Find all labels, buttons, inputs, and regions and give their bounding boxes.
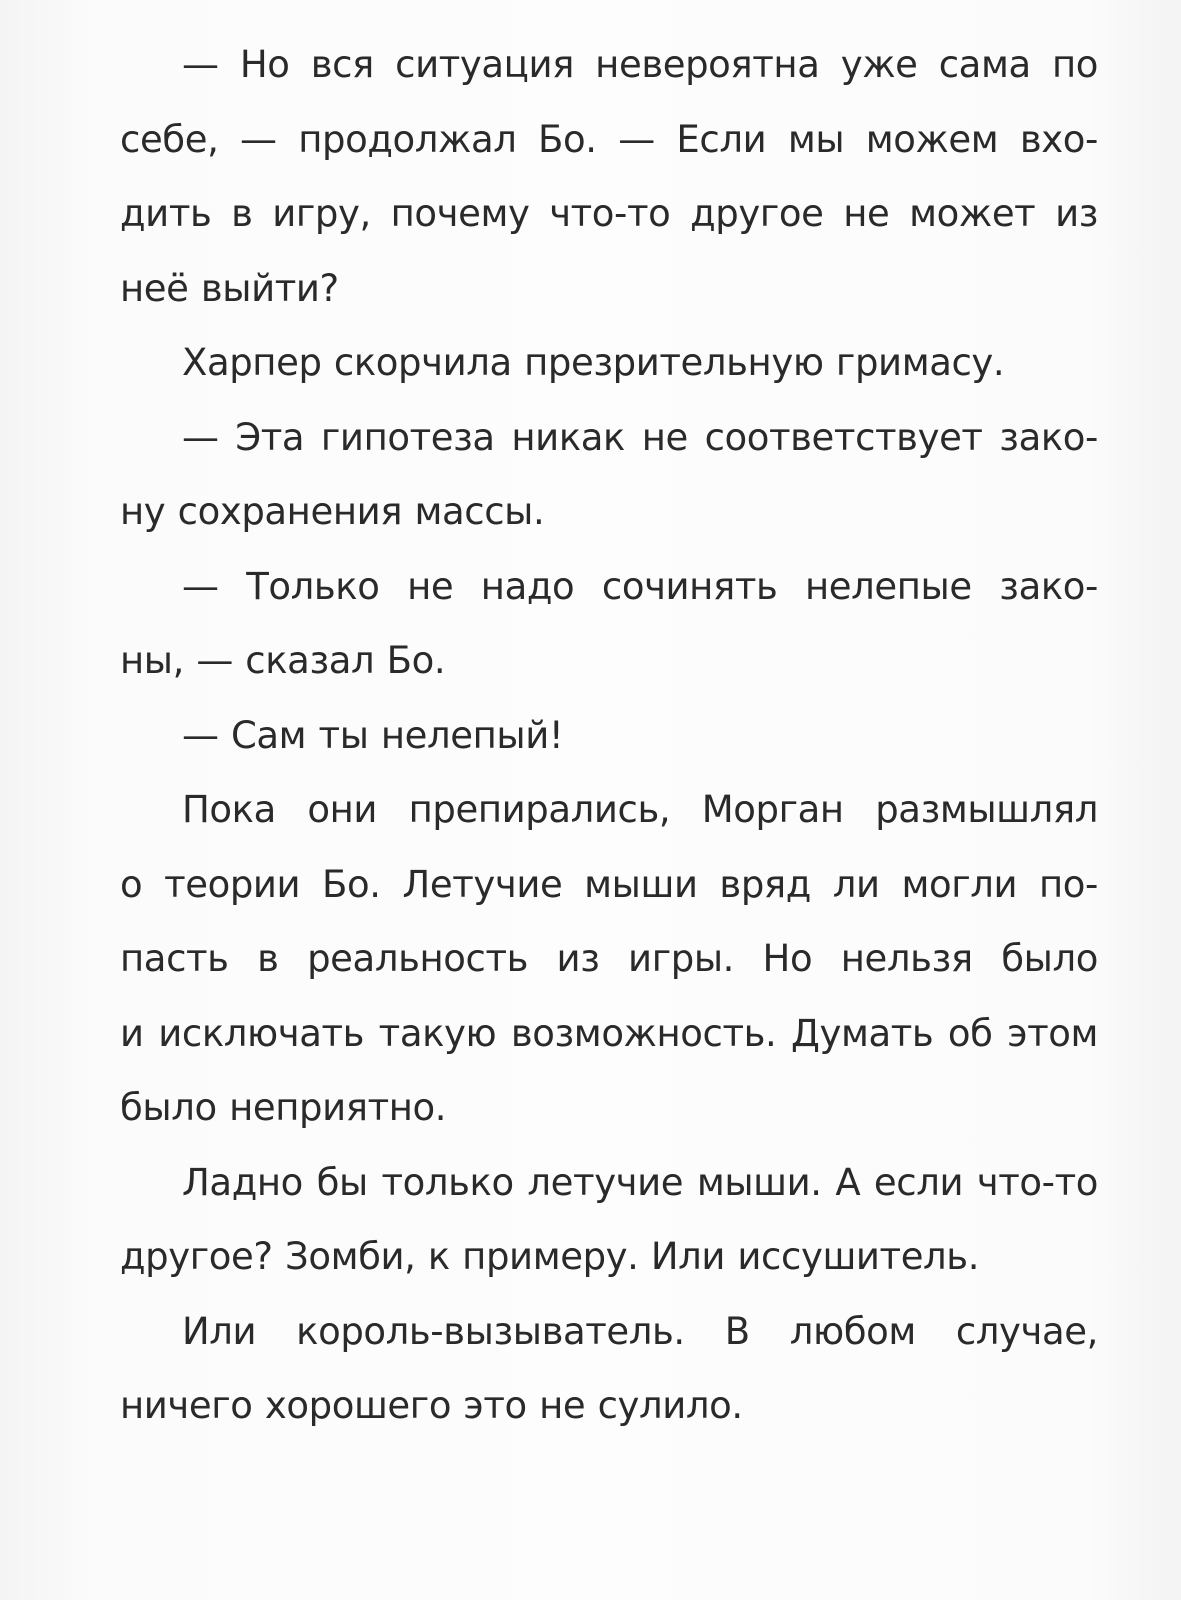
text-line: дить в игру, почему что-то другое не может из xyxy=(120,192,1098,235)
text-line: себе, — продолжал Бо. — Если мы можем вхо- xyxy=(120,117,1098,161)
text-line: ничего хорошего это не сулило. xyxy=(120,1384,743,1427)
text-line: — Эта гипотеза никак не соответствует зако- xyxy=(182,415,1098,459)
text-line: было неприятно. xyxy=(120,1086,447,1129)
text-line: пасть в реальность из игры. Но нельзя было xyxy=(120,937,1098,980)
text-line: ну сохранения массы. xyxy=(120,490,545,533)
text-line: Пока они препирались, Морган размышлял xyxy=(182,788,1098,831)
text-line: Или король-вызыватель. В любом случае, xyxy=(182,1309,1098,1353)
text-line: Харпер скорчила презрительную гримасу. xyxy=(182,341,1005,384)
text-line: Ладно бы только летучие мыши. А если что-то xyxy=(182,1160,1098,1204)
text-line: — Но вся ситуация невероятна уже сама по xyxy=(182,43,1098,86)
text-line: — Сам ты нелепый! xyxy=(182,713,564,757)
text-line: и исключать такую возможность. Думать об этом xyxy=(120,1011,1098,1055)
text-line: другое? Зомби, к примеру. Или иссушитель. xyxy=(120,1235,980,1278)
text-line: ны, — сказал Бо. xyxy=(120,639,446,682)
text-line: неё выйти? xyxy=(120,266,339,310)
text-line: о теории Бо. Летучие мыши вряд ли могли по- xyxy=(120,862,1098,906)
text-line: — Только не надо сочинять нелепые зако- xyxy=(182,564,1098,608)
page-text xyxy=(120,28,1098,1444)
